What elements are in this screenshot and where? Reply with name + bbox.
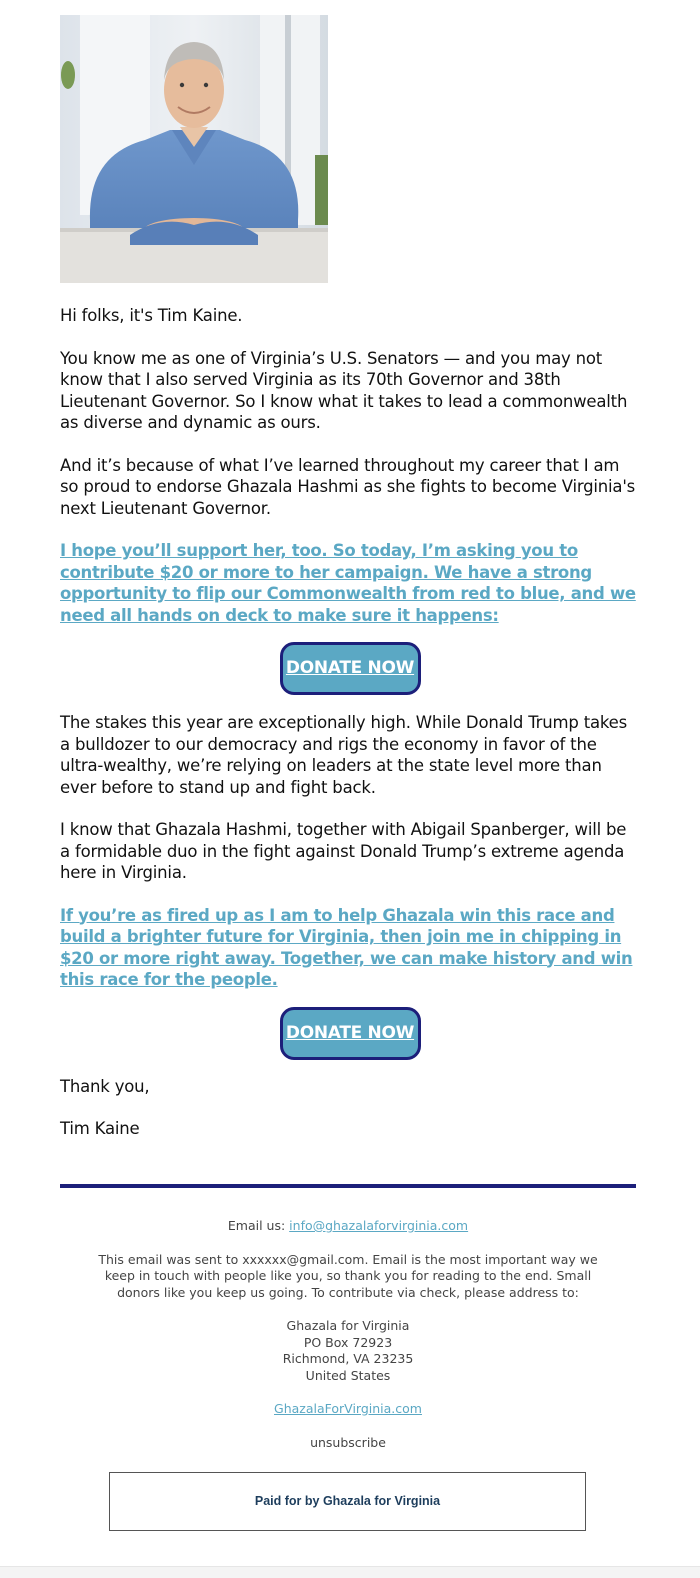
cta-link-2[interactable]: If you’re as fired up as I am to help Ghazala win this race and build a brighter future for Virginia, then join me in chipping in $20 or more right away. Together, we can make history and win this race for the people. <box>60 905 633 989</box>
unsubscribe-link[interactable]: unsubscribe <box>310 1434 386 1450</box>
bottom-edge <box>0 1566 700 1578</box>
paragraph-3: The stakes this year are exceptionally high. While Donald Trump takes a bulldozer to our democracy and rigs the economy in favor of the ultra-wealthy, we’re relying on leaders at the state level more than ever before to stand up and fight back. <box>60 713 627 797</box>
tim-kaine-photo <box>60 15 328 283</box>
footer-notice: This email was sent to xxxxxx@gmail.com. Email is the most important way we keep in touch with people like you, so thank you for reading to the end. Small donors like you keep us going. To contribute via check, please address to: <box>98 1251 598 1300</box>
donate-now-button-2[interactable]: DONATE NOW <box>280 1007 421 1060</box>
address-line: United States <box>305 1367 391 1383</box>
paragraph-2: And it’s because of what I’ve learned throughout my career that I am so proud to endorse Ghazala Hashmi as she fights to become Virginia's next Lieutenant Governor. <box>60 455 636 518</box>
website-link[interactable]: GhazalaForVirginia.com <box>274 1401 422 1416</box>
signoff-text: Thank you, <box>60 1076 150 1096</box>
address-line: Ghazala for Virginia <box>286 1318 410 1333</box>
email-footer <box>60 1218 636 1451</box>
cta-paragraph-1 <box>60 540 640 626</box>
email-us-label: Email us: <box>227 1218 290 1233</box>
cta-link-1[interactable]: I hope you’ll support her, too. So today, I’m asking you to contribute $20 or more to her campaign. We have a strong opportunity to flip our Commonwealth from red to blue, and we need all hands on deck to make sure it happens: <box>60 541 636 625</box>
address-line: PO Box 72923 <box>303 1334 393 1350</box>
signature-text: Tim Kaine <box>60 1119 140 1138</box>
donate-button-wrap-1 <box>60 642 640 695</box>
greeting-text: Hi folks, it's Tim Kaine. <box>60 306 243 325</box>
paid-for-disclaimer: Paid for by Ghazala for Virginia <box>109 1472 586 1531</box>
donate-now-button-1[interactable]: DONATE NOW <box>280 642 421 695</box>
footer-divider <box>60 1184 636 1188</box>
unsubscribe-line <box>60 1435 636 1452</box>
cta-paragraph-2 <box>60 905 640 991</box>
paragraph-4: I know that Ghazala Hashmi, together with Abigail Spanberger, will be a formidable duo in the fight against Donald Trump’s extreme agenda here in Virginia. <box>60 820 627 882</box>
contact-email-link[interactable]: info@ghazalaforvirginia.com <box>289 1218 469 1233</box>
donate-button-wrap-2 <box>60 1007 640 1060</box>
email-body <box>60 15 640 1140</box>
address-line: Richmond, VA 23235 <box>282 1351 414 1366</box>
website-line <box>60 1401 636 1418</box>
paragraph-1: You know me as one of Virginia’s U.S. Senators — and you may not know that I also served Virginia as its 70th Governor and 38th Lieutenant Governor. So I know what it takes to lead a commonwealth as diverse and dynamic as ours. <box>60 348 628 432</box>
contact-line <box>60 1218 636 1235</box>
mailing-address <box>60 1318 636 1384</box>
